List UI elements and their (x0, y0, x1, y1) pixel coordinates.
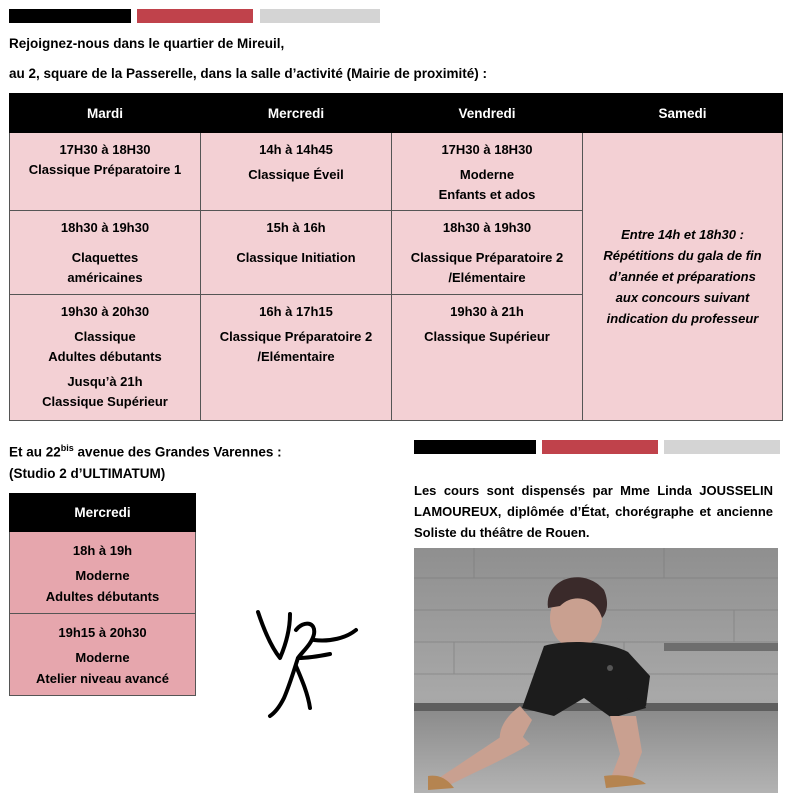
dancer-photo (414, 548, 778, 793)
top-bar-gray (260, 9, 380, 23)
teacher-text: Les cours sont dispensés par Mme Linda JOUSSELIN LAMOUREUX, diplômée d’État, chorégraphe et ancienne Soliste du théâtre de Rouen. (414, 483, 773, 540)
mid-bar-red (542, 440, 658, 454)
cell-time: 17H30 à 18H30 (59, 142, 151, 157)
cell-course: Classique Préparatoire 2 (219, 329, 373, 344)
cell-time: Jusqu’à 21h (67, 374, 143, 389)
second-location-suffix: avenue des Grandes Varennes : (73, 444, 282, 460)
cell-course-detail: Atelier niveau avancé (36, 671, 169, 686)
wednesday-header: Mercredi (10, 494, 196, 532)
samedi-line: indication du professeur (606, 311, 759, 326)
cell-mercredi-2 (201, 211, 392, 295)
wednesday-cell-2 (10, 614, 196, 696)
cell-mardi-1 (10, 133, 201, 211)
cell-mercredi-3 (201, 295, 392, 421)
cell-course-detail: /Elémentaire (257, 349, 335, 364)
cell-mercredi-1 (201, 133, 392, 211)
samedi-line: d’année et préparations (609, 269, 756, 284)
samedi-line: Entre 14h et 18h30 : (621, 227, 744, 242)
cell-time: 14h à 14h45 (259, 142, 333, 157)
cell-course-detail: Adultes débutants (48, 349, 162, 364)
cell-time: 16h à 17h15 (259, 304, 333, 319)
mid-bar-black (414, 440, 536, 454)
cell-course: Classique (74, 329, 136, 344)
wednesday-table (9, 493, 196, 696)
second-location-prefix: Et au 22 (9, 444, 61, 460)
samedi-line: aux concours suivant (615, 290, 750, 305)
header-samedi: Samedi (583, 94, 783, 133)
table-row (10, 532, 196, 614)
cell-course: Classique Initiation (236, 250, 356, 265)
cell-course-detail: Enfants et ados (438, 187, 536, 202)
top-bar-black (9, 9, 131, 23)
schedule-table (9, 93, 783, 421)
cell-course: Moderne (459, 167, 515, 182)
second-location-line-1 (9, 443, 282, 460)
mid-bar-gray (664, 440, 780, 454)
cell-samedi (583, 133, 783, 421)
cell-course-detail: américaines (67, 270, 143, 285)
cell-time: 19h30 à 20h30 (60, 304, 150, 319)
dancer-logo-icon (250, 600, 360, 720)
cell-course: Classique Supérieur (424, 329, 550, 344)
cell-vendredi-3 (392, 295, 583, 421)
cell-course: Classique Éveil (248, 167, 344, 182)
cell-course-detail: /Elémentaire (448, 270, 526, 285)
cell-vendredi-2 (392, 211, 583, 295)
cell-time: 19h15 à 20h30 (58, 625, 147, 640)
cell-course: Classique Supérieur (42, 394, 168, 409)
intro-line-2: au 2, square de la Passerelle, dans la salle d’activité (Mairie de proximité) : (9, 66, 487, 81)
cell-mardi-2 (10, 211, 201, 295)
header-mercredi: Mercredi (201, 94, 392, 133)
cell-course: Moderne (75, 568, 130, 583)
cell-vendredi-1 (392, 133, 583, 211)
cell-time: 18h à 19h (72, 543, 133, 558)
cell-time: 18h30 à 19h30 (442, 220, 532, 235)
wednesday-cell-1 (10, 532, 196, 614)
top-bar-red (137, 9, 253, 23)
cell-course: Classique Préparatoire 2 (410, 250, 564, 265)
cell-course: Claquettes (71, 250, 139, 265)
table-row (10, 614, 196, 696)
cell-course: Moderne (75, 650, 130, 665)
second-location-sup: bis (60, 443, 74, 453)
schedule-header-row (10, 94, 783, 133)
samedi-line: Répétitions du gala de fin (603, 248, 762, 263)
cell-time: 15h à 16h (266, 220, 326, 235)
intro-line-1: Rejoignez-nous dans le quartier de Mireuil, (9, 36, 285, 51)
cell-time: 19h30 à 21h (450, 304, 524, 319)
header-vendredi: Vendredi (392, 94, 583, 133)
cell-time: 17H30 à 18H30 (441, 142, 533, 157)
second-location-line-2: (Studio 2 d’ULTIMATUM) (9, 466, 166, 481)
table-row (10, 133, 783, 211)
cell-time: 18h30 à 19h30 (60, 220, 150, 235)
cell-course: Classique Préparatoire 1 (28, 162, 182, 177)
header-mardi: Mardi (10, 94, 201, 133)
cell-mardi-3 (10, 295, 201, 421)
cell-course-detail: Adultes débutants (45, 589, 160, 604)
